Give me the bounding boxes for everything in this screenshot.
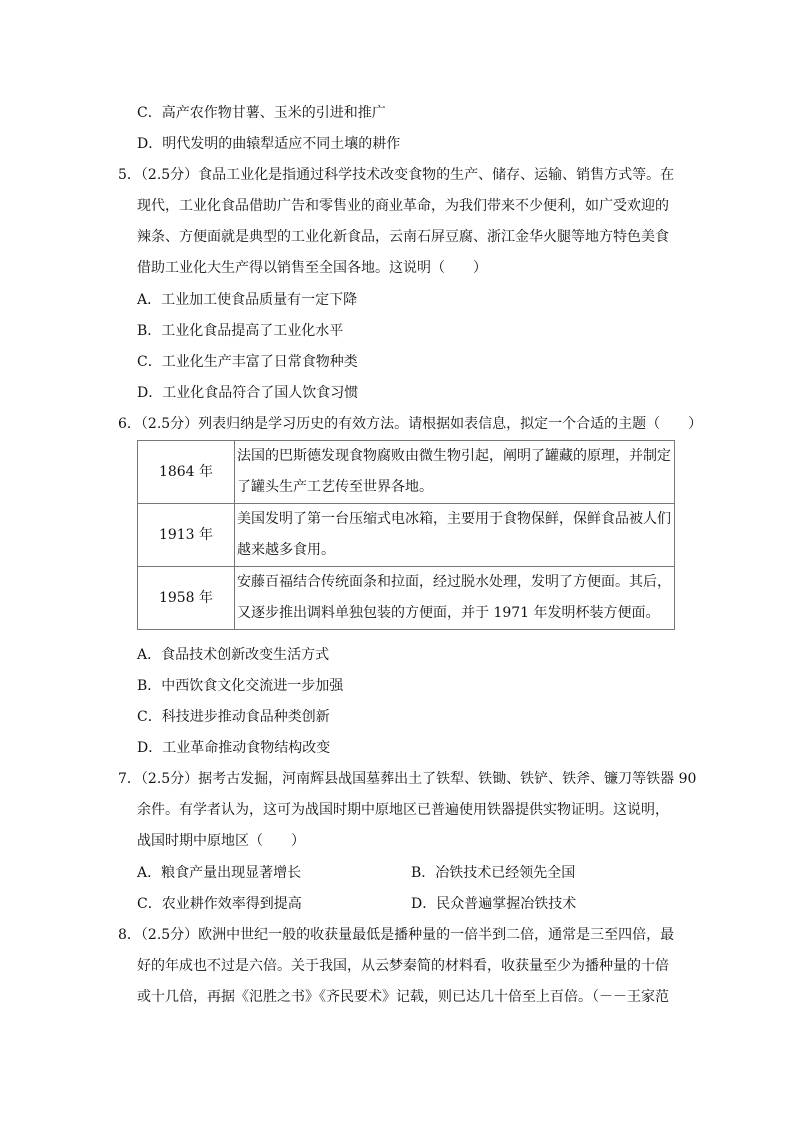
q5-option-a: A．工业加工使食品质量有一定下降	[137, 292, 358, 308]
table-desc-line2: 了罐头生产工艺传至世界各地。	[237, 479, 433, 495]
q8-stem-line3: 或十几倍，再据《氾胜之书》《齐民要术》记载，则已达几十倍至上百倍。（－－王家范	[137, 989, 669, 1005]
table-row	[138, 567, 675, 630]
table-desc-cell	[235, 441, 675, 504]
q6-option-b: B．中西饮食文化交流进一步加强	[137, 678, 344, 694]
table-row	[138, 504, 675, 567]
q5-stem-line4: 借助工业化大生产得以销售至全国各地。这说明（ ）	[137, 260, 487, 276]
q7-option-c: C．农业耕作效率得到提高	[137, 896, 302, 912]
q7-stem-line2: 余件。有学者认为，这可为战国时期中原地区已普遍使用铁器提供实物证明。这说明，	[137, 802, 669, 818]
q6-option-c: C．科技进步推动食品种类创新	[137, 709, 330, 725]
q6-option-d: D．工业革命推动食物结构改变	[137, 740, 331, 756]
q4-option-c: C．高产农作物甘薯、玉米的引进和推广	[137, 105, 386, 121]
table-row	[138, 441, 675, 504]
table-desc-line2: 又逐步推出调料单独包装的方便面，并于 1971 年发明杯装方便面。	[237, 605, 660, 621]
table-desc-line1: 安藤百福结合传统面条和拉面，经过脱水处理，发明了方便面。其后，	[237, 574, 671, 590]
table-desc-line1: 美国发明了第一台压缩式电冰箱，主要用于食物保鲜，保鲜食品被人们	[237, 511, 671, 527]
q8-stem-line2: 好的年成也不过是六倍。关于我国，从云梦秦简的材料看，收获量至少为播种量的十倍	[137, 958, 669, 974]
table-year-cell: 1958 年	[138, 567, 235, 630]
table-desc-cell	[235, 567, 675, 630]
q6-info-table	[137, 440, 675, 630]
q7-option-b: B．冶铁技术已经领先全国	[411, 865, 576, 881]
q8-stem-line1: 8．（2.5分）欧洲中世纪一般的收获量最低是播种量的一倍半到二倍，通常是三至四倍，最	[118, 927, 675, 943]
table-year-cell: 1864 年	[138, 441, 235, 504]
q7-option-a: A．粮食产量出现显著增长	[137, 865, 302, 881]
table-desc-line1: 法国的巴斯德发现食物腐败由微生物引起，阐明了罐藏的原理，并制定	[237, 448, 671, 464]
q5-option-c: C．工业化生产丰富了日常食物种类	[137, 354, 358, 370]
q4-option-d: D．明代发明的曲辕犁适应不同土壤的耕作	[137, 136, 401, 152]
table-desc-cell	[235, 504, 675, 567]
q5-stem-line2: 现代，工业化食品借助广告和零售业的商业革命，为我们带来不少便利，如广受欢迎的	[137, 198, 669, 214]
q5-option-d: D．工业化食品符合了国人饮食习惯	[137, 385, 359, 401]
table-year-cell: 1913 年	[138, 504, 235, 567]
table-desc-line2: 越来越多食用。	[237, 542, 335, 558]
q6-stem: 6．（2.5分）列表归纳是学习历史的有效方法。请根据如表信息，拟定一个合适的主题（ ）	[118, 416, 703, 432]
q7-stem-line1: 7．（2.5分）据考古发掘，河南辉县战国墓葬出土了铁犁、铁锄、铁铲、铁斧、镰刀等铁器 90	[118, 771, 697, 787]
q7-option-d: D．民众普遍掌握冶铁技术	[411, 896, 577, 912]
q5-stem-line1: 5．（2.5分）食品工业化是指通过科学技术改变食物的生产、储存、运输、销售方式等。在	[118, 167, 675, 183]
q6-option-a: A．食品技术创新改变生活方式	[137, 647, 330, 663]
q7-stem-line3: 战国时期中原地区（ ）	[137, 833, 305, 849]
q5-option-b: B．工业化食品提高了工业化水平	[137, 323, 344, 339]
q5-stem-line3: 辣条、方便面就是典型的工业化新食品，云南石屏豆腐、浙江金华火腿等地方特色美食	[137, 229, 669, 245]
